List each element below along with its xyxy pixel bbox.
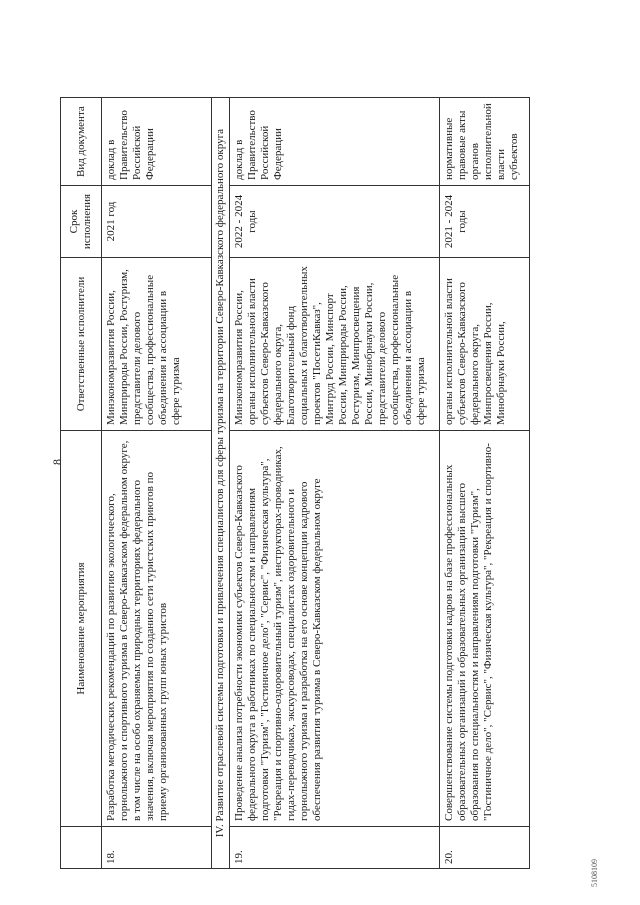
row-action: Проведение анализа потребности экономики субъектов Северо-Кавказского федерального округа в работниках по специальностям и направлениям подготовки "Туризм", "Гостиничное дело", "Сервис", "Физическая культура", "Рекреация и спортивно-оздоровительный туризм", инструкторах-проводниках, гидах-переводчиках, экскурсоводах, специалистах оздоровительного и горнолыжного туризма и разработка на его основе концепции кадрового обеспечения развития туризма в Северо-Кавказском федеральном округе xyxy=(230,431,440,827)
table-header-row xyxy=(61,98,102,869)
row-number: 20. xyxy=(440,827,530,869)
header-action: Наименование мероприятия xyxy=(61,431,102,827)
table-row xyxy=(102,98,212,869)
row-term: 2022 - 2024 годы xyxy=(230,186,440,258)
row-document: доклад в Правительство Российской Федерации xyxy=(102,98,212,186)
table-row xyxy=(440,98,530,869)
row-executors: Минэкономразвития России, Минприроды России, Ростуризм, представители делового сообщества, профессиональные объединения и ассоциации в сфере туризма xyxy=(102,258,212,431)
row-term: 2021 - 2024 годы xyxy=(440,186,530,258)
row-number: 19. xyxy=(230,827,440,869)
header-document: Вид документа xyxy=(61,98,102,186)
row-action: Разработка методических рекомендаций по развитию экологического, горнолыжного и спортивного туризма в Северо-Кавказском федеральном округе, в том числе на особо охраняемых природных территориях федерального значения, включая мероприятия по созданию сети туристских приютов по приему организованных групп юных туристов xyxy=(102,431,212,827)
row-executors: Минэкономразвития России, органы исполнительной власти субъектов Северо-Кавказского федерального округа, Благотворительный фонд социальных и благотворительных проектов "ПосетиКавказ", Минтруд России, Минспорт России, Минприроды России, Ростуризм, Минпросвещения России, Минобрнауки России, представители делового сообщества, профессиональные объединения и ассоциации в сфере туризма xyxy=(230,258,440,431)
header-term: Срок исполнения xyxy=(61,186,102,258)
section-row xyxy=(212,98,230,869)
barcode-number: 5108109 xyxy=(590,859,599,887)
row-executors: органы исполнительной власти субъектов Северо-Кавказского федерального округа, Минпросвещения России, Минобрнауки России, xyxy=(440,258,530,431)
row-document: доклад в Правительство Российской Федерации xyxy=(230,98,440,186)
row-document: нормативные правовые акты органов исполнительной власти субъектов xyxy=(440,98,530,186)
measures-table xyxy=(60,97,530,869)
header-executors: Ответственные исполнители xyxy=(61,258,102,431)
table-row xyxy=(230,98,440,869)
row-number: 18. xyxy=(102,827,212,869)
row-action: Совершенствование системы подготовки кадров на базе профессиональных образовательных организаций и образовательных организаций высшего образования по специальностям и направлениям подготовки "Туризм", "Гостиничное дело", "Сервис", "Физическая культура", "Рекреация и спортивно- xyxy=(440,431,530,827)
row-term: 2021 год xyxy=(102,186,212,258)
header-number xyxy=(61,827,102,869)
section-title: IV. Развитие отраслевой системы подготовки и привлечения специалистов для сферы туризма на территории Северо-Кавказского федерального округа xyxy=(212,98,230,869)
page-number: 8 xyxy=(50,459,64,465)
